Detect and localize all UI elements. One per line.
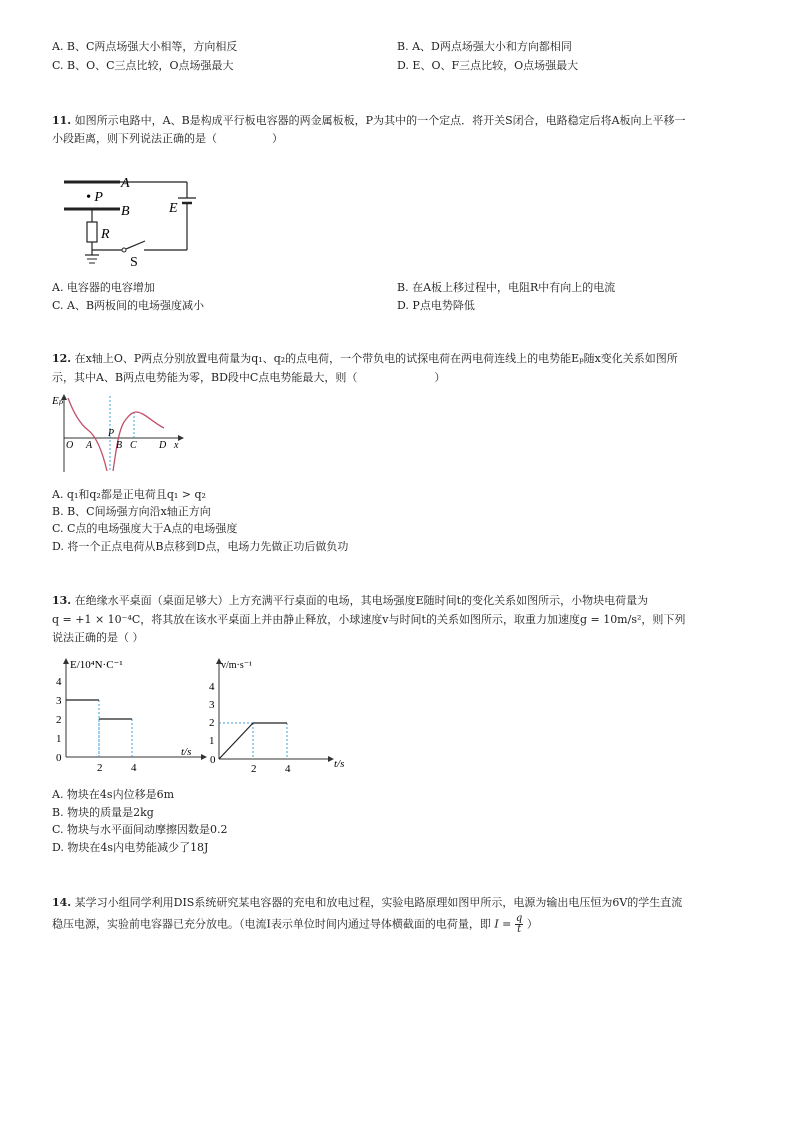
q13-option-c: C. 物块与水平面间动摩擦因数是0.2	[52, 823, 228, 836]
q12-text-1: 在x轴上O、P两点分别放置电荷量为q₁、q₂的点电荷，一个带负电的试探电荷在两电荷连线上的电势能Eₚ随x变化关系如图所	[74, 352, 678, 365]
q11-number: 11.	[52, 114, 72, 127]
q13-number: 13.	[52, 594, 72, 607]
label-b: B	[121, 204, 130, 219]
ytick-2: 2	[56, 714, 62, 726]
q11-option-a: A. 电容器的电容增加	[52, 281, 155, 294]
q10-option-a: A. B、C两点场强大小相等，方向相反	[52, 40, 238, 53]
q14-text-2: 稳压电源，实验前电容器已充分放电。（电流I表示单位时间内通过导体横截面的电荷量，即	[52, 917, 491, 931]
ytick-0: 0	[56, 752, 62, 764]
label-c: C	[130, 440, 137, 451]
q12-stem-line2: 示，其中A、B两点电势能为零，BD段中C点电势能最大，则（ ）	[52, 371, 446, 384]
formula-lhs: I =	[494, 917, 512, 931]
q13-option-b: B. 物块的质量是2kg	[52, 806, 154, 819]
y-axis-label: Eₚ	[52, 395, 64, 407]
label-s: S	[130, 255, 138, 270]
q13-stem-line3: 说法正确的是（ ）	[52, 631, 144, 644]
curve-left	[68, 398, 107, 471]
ytick-3: 3	[209, 699, 215, 711]
xtick-2: 2	[97, 762, 103, 773]
resistor-r	[87, 222, 97, 242]
q12-option-b: B. B、C间场强方向沿x轴正方向	[52, 505, 211, 518]
q10-option-c: C. B、O、C三点比较，O点场强最大	[52, 59, 234, 72]
ytick-3: 3	[56, 695, 62, 707]
data-segment-0	[219, 723, 253, 759]
xtick-4: 4	[131, 762, 137, 773]
e-t-plot	[66, 700, 132, 757]
q11-option-b: B. 在A板上移过程中，电阻R中有向上的电流	[397, 281, 616, 294]
label-a: A	[121, 176, 130, 191]
label-a: A	[86, 440, 93, 451]
q10-option-d: D. E、O、F三点比较，O点场强最大	[397, 59, 579, 72]
label-d: D	[159, 440, 167, 451]
q14-stem-line2	[52, 914, 538, 935]
q13-stem-line1	[52, 592, 648, 610]
label-e: E	[169, 201, 178, 216]
q13-v-t-graph	[205, 655, 365, 773]
q14-formula	[494, 914, 523, 935]
xtick-4: 4	[285, 763, 291, 773]
q13-stem-line2: q = +1 × 10⁻⁴C，将其放在该水平桌面上并由静止释放，小球速度v与时间t的关系如图所示，取重力加速度g = 10m/s²，则下列	[52, 613, 686, 626]
v-t-plot	[219, 723, 287, 759]
q12-stem-line1	[52, 350, 678, 368]
label-b: B	[116, 440, 123, 451]
ytick-4: 4	[56, 676, 62, 688]
q11-option-d: D. P点电势降低	[397, 299, 475, 312]
ytick-4: 4	[209, 681, 215, 693]
label-x: x	[174, 440, 179, 451]
ytick-1: 1	[209, 735, 215, 747]
q10-option-b: B. A、D两点场强大小和方向都相同	[397, 40, 572, 53]
ytick-0: 0	[210, 754, 216, 766]
switch-s	[122, 248, 126, 252]
q14-stem-line1	[52, 894, 682, 912]
q11-circuit-diagram	[52, 160, 202, 272]
q14-text-1: 某学习小组同学利用DIS系统研究某电容器的充电和放电过程，实验电路原理如图甲所示，电源为输出电压恒为6V的学生直流	[74, 896, 683, 909]
label-p: P	[108, 428, 115, 439]
q13-e-t-graph	[52, 655, 212, 773]
q11-stem-line1	[52, 112, 686, 130]
q12-number: 12.	[52, 352, 72, 365]
ytick-1: 1	[56, 733, 62, 745]
q12-potential-energy-graph	[52, 392, 192, 474]
q12-option-a: A. q₁和q₂都是正电荷且q₁ > q₂	[52, 488, 206, 501]
formula-close: ）	[526, 917, 538, 931]
q14-number: 14.	[52, 896, 72, 909]
q12-option-c: C. C点的电场强度大于A点的电场强度	[52, 522, 238, 535]
y-axis-label: E/10⁴N·C⁻¹	[70, 659, 123, 671]
q12-option-d: D. 将一个正点电荷从B点移到D点，电场力先做正功后做负功	[52, 540, 349, 553]
formula-denominator: t	[517, 924, 522, 935]
label-r: R	[101, 227, 110, 242]
q11-option-c: C. A、B两板间的电场强度减小	[52, 299, 205, 312]
q13-option-a: A. 物块在4s内位移是6m	[52, 788, 175, 801]
ytick-2: 2	[209, 717, 215, 729]
q13-text-1: 在绝缘水平桌面（桌面足够大）上方充满平行桌面的电场，其电场强度E随时间t的变化关系如图所示，小物块电荷量为	[74, 594, 649, 607]
q11-stem-line2: 小段距离，则下列说法正确的是（ ）	[52, 132, 283, 145]
q13-option-d: D. 物块在4s内电势能减少了18J	[52, 841, 209, 854]
x-axis-label: t/s	[334, 758, 345, 770]
xtick-2: 2	[251, 763, 257, 773]
label-p: • P	[86, 190, 103, 205]
label-o: O	[66, 440, 74, 451]
y-axis-label: v/m·s⁻¹	[221, 660, 253, 671]
x-axis-label: t/s	[181, 746, 192, 758]
formula-numerator: q	[515, 913, 523, 924]
q11-text-1: 如图所示电路中，A、B是构成平行板电容器的两金属板板，P为其中的一个定点．将开关S闭合，电路稳定后将A板向上平移一	[74, 114, 686, 127]
